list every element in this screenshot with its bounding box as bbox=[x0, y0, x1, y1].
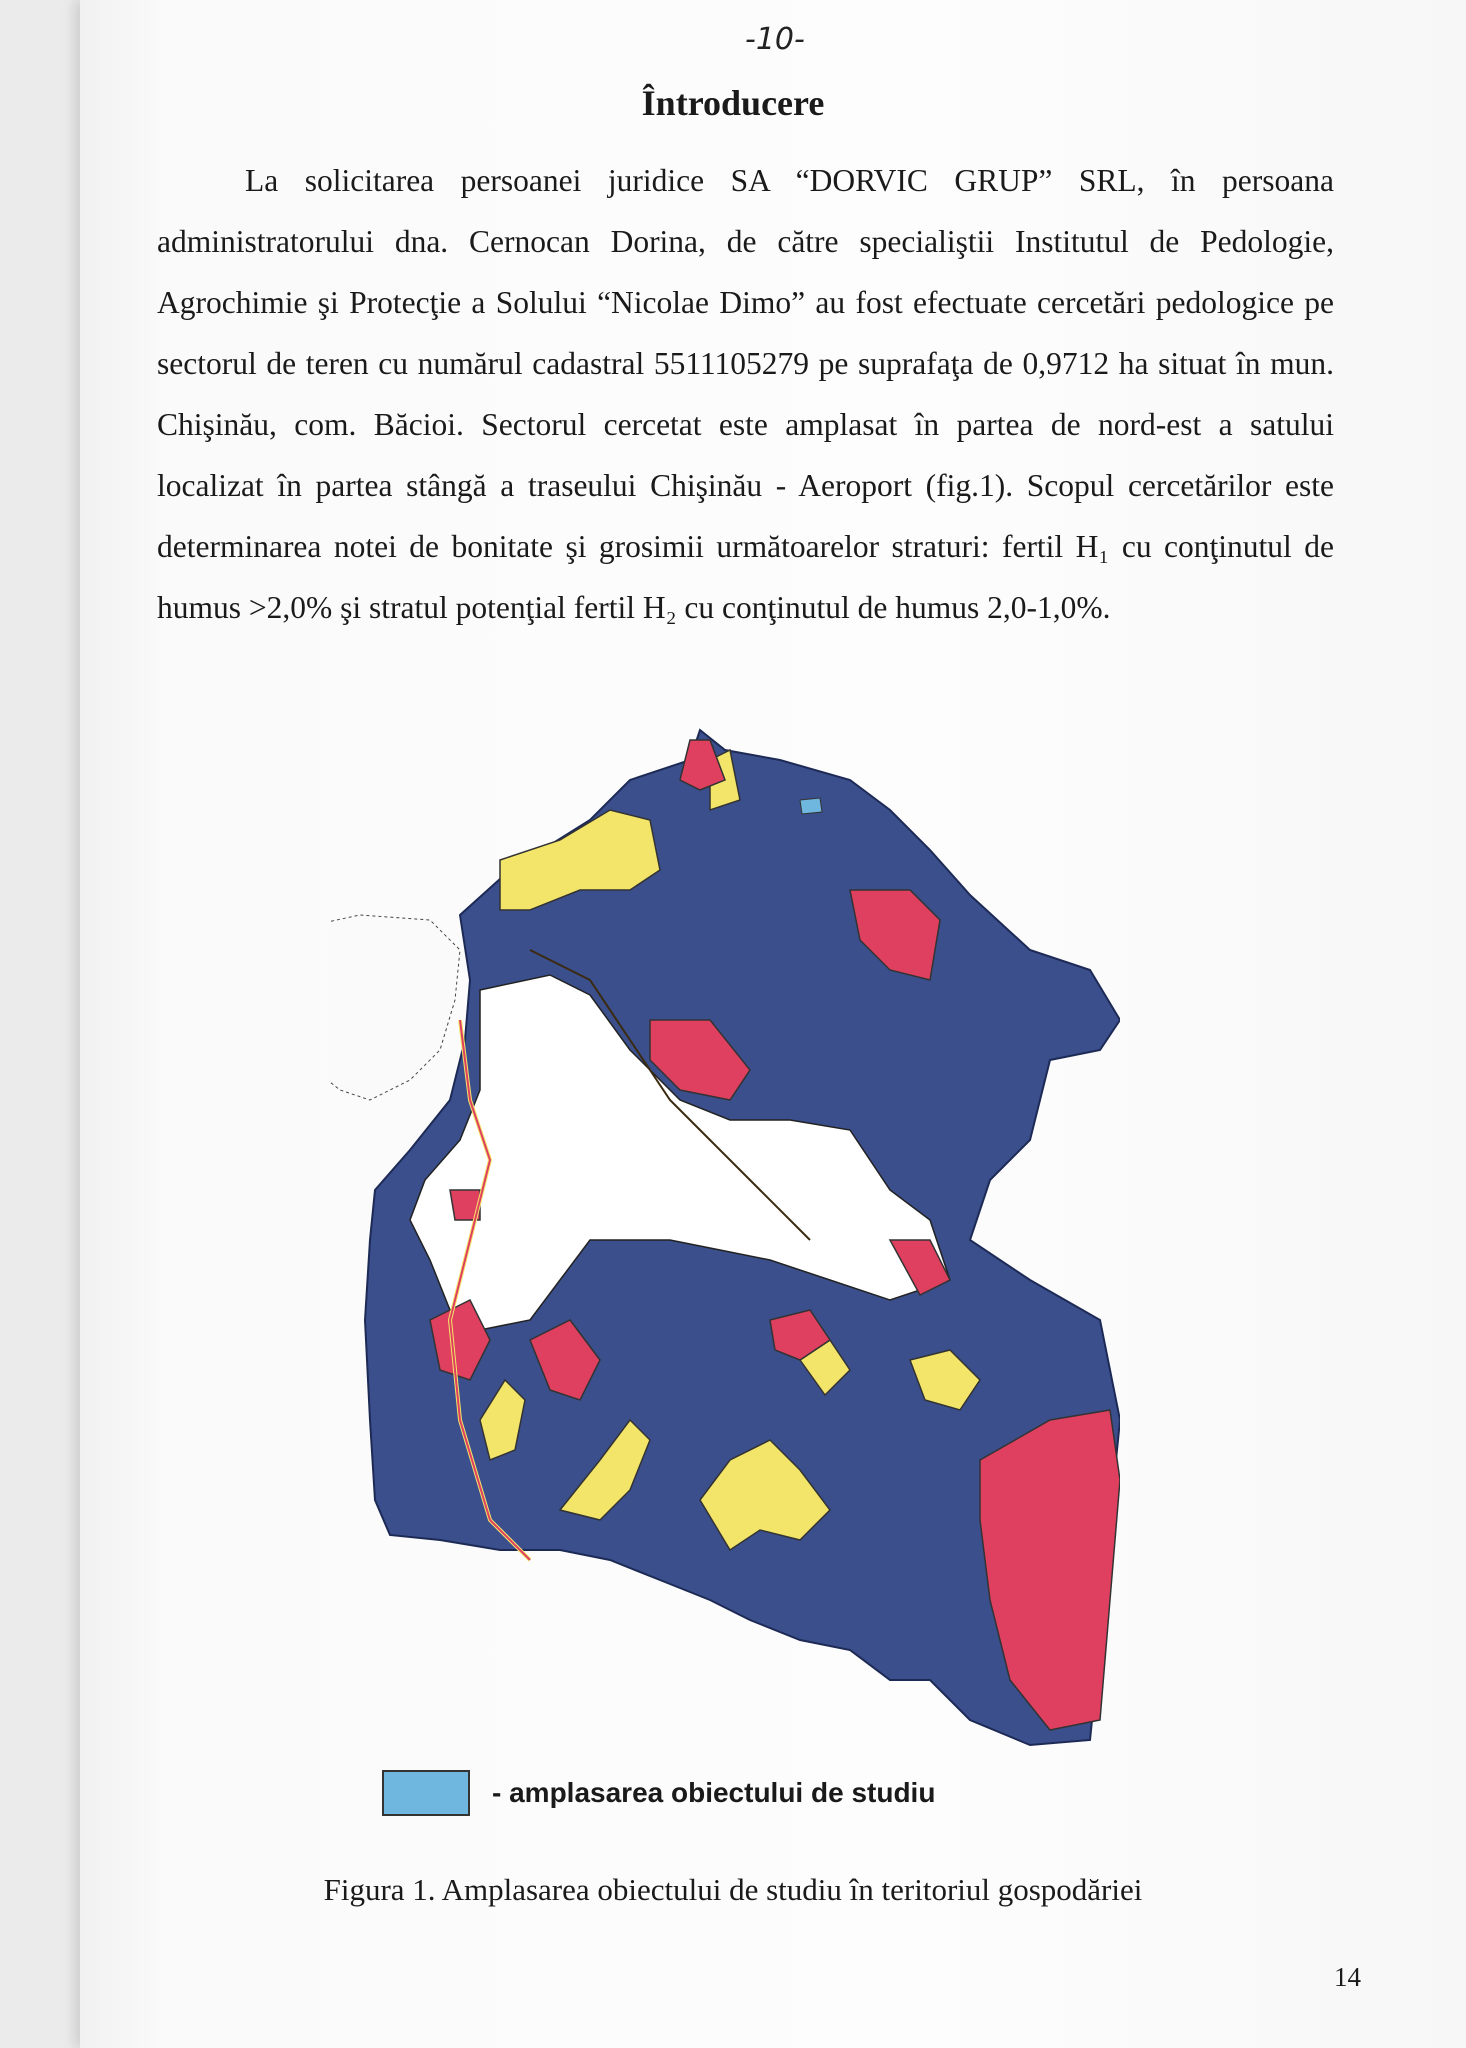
page-number: 14 bbox=[1334, 1962, 1361, 1992]
figure-caption: Figura 1. Amplasarea obiectului de studiu în teritoriul gospodăriei bbox=[323, 1872, 1143, 1907]
legend-label: - amplasarea obiectului de studiu bbox=[492, 1777, 936, 1808]
map-svg bbox=[330, 720, 1120, 1760]
handwritten-page-number: -10- bbox=[745, 22, 805, 57]
section-title: Întroducere bbox=[641, 83, 825, 123]
map-legend bbox=[382, 1769, 935, 1817]
intro-paragraph: La solicitarea persoanei juridice SA “DORVIC GRUP” SRL, în persoana administratorului dna. Cernocan Dorina, de către specialiştii Institutul de Pedologie, Agrochimie şi Protecţie a Solului “Nicolae Dimo” au fost efectuate cercetări pedologice pe sectorul de teren cu numărul cadastral 5511105279 pe suprafaţa de 0,9712 ha situat în mun. Chişinău, com. Băcioi. Sectorul cercetat este amplasat în partea de nord-est a satului localizat în partea stângă a traseului Chişinău - Aeroport (fig.1). Scopul cercetărilor este determinarea notei de bonitate şi grosimii următoarelor straturi: fertil H₁ cu conţinutul de humus >2,0% şi stratul potenţial fertil H₂ cu conţinutul de humus 2,0-1,0%. bbox=[157, 163, 1334, 625]
territory-map bbox=[330, 720, 1120, 1760]
study-object-parcel bbox=[800, 798, 822, 814]
map-west-area bbox=[330, 915, 460, 1100]
legend-swatch bbox=[382, 1770, 470, 1816]
